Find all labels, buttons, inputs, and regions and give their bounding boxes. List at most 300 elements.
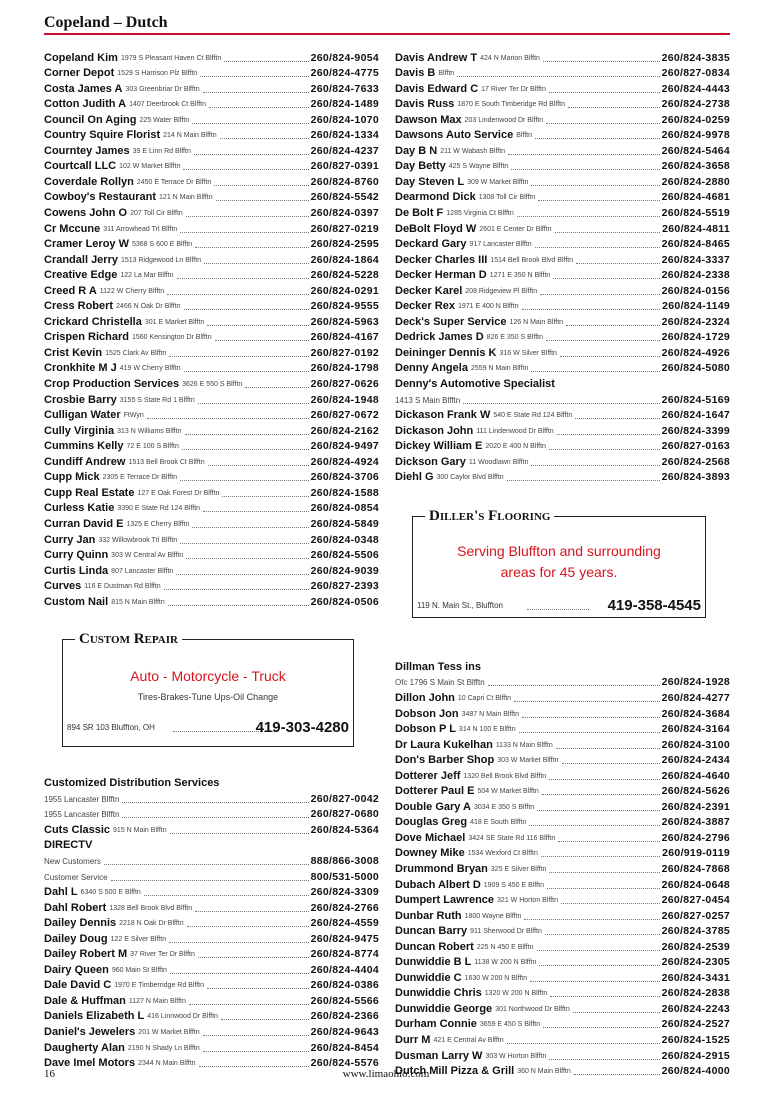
- dot-leader: [170, 833, 309, 834]
- listing-address: 3659 E 450 S Blfftn: [479, 1021, 541, 1029]
- listing-address: 3390 E State Rd 124 Blfftn: [117, 505, 201, 513]
- listing-phone: 260/824-2527: [661, 1018, 730, 1031]
- listing-name: Dove Michael: [395, 831, 466, 844]
- listing-address: 303 W Horton Blfftn: [485, 1052, 547, 1060]
- dot-leader: [549, 449, 660, 450]
- dot-leader: [547, 888, 660, 889]
- dot-leader: [185, 434, 309, 435]
- listing-entry: [44, 791, 379, 807]
- listing-entry: [44, 931, 379, 947]
- listing-phone: 260/824-3164: [661, 723, 730, 736]
- listing-address: 332 Willowbrook Trl Blfftn: [98, 536, 178, 544]
- listing-address: 1407 Deerbrook Ct Blfftn: [129, 101, 206, 109]
- listing-name: Durham Connie: [395, 1018, 477, 1031]
- listing-entry: [44, 978, 379, 994]
- listing-address: 911 Sherwood Dr Blfftn: [470, 928, 542, 936]
- dot-leader: [194, 154, 309, 155]
- listing-entry: [395, 159, 730, 175]
- listing-name: Duncan Barry: [395, 925, 468, 938]
- listing-entry: [395, 955, 730, 971]
- listing-phone: 260/824-4926: [661, 346, 730, 359]
- dot-leader: [546, 123, 659, 124]
- listing-name: Coverdale Rollyn: [44, 175, 134, 188]
- listing-name: Decker Rex: [395, 300, 455, 313]
- listing-name: Dawsons Auto Service: [395, 129, 514, 142]
- listing-name: 1413 S Main Blfftn: [395, 395, 461, 405]
- listing-address: 418 E South Blfftn: [470, 819, 527, 827]
- listing-name: Dobson Jon: [395, 707, 459, 720]
- listing-phone: 260/824-1928: [661, 676, 730, 689]
- listing-entry: [44, 423, 379, 439]
- left-column: [44, 50, 379, 1071]
- listing-entry: [395, 877, 730, 893]
- listing-phone: 260/827-0626: [310, 378, 379, 391]
- listing-entry: [44, 838, 379, 854]
- listing-entry: [395, 376, 730, 392]
- listing-entry: [395, 861, 730, 877]
- listing-phone: 260/824-9555: [310, 300, 379, 313]
- listing-entry: [395, 81, 730, 97]
- dot-leader: [187, 926, 309, 927]
- listing-name: Crosbie Barry: [44, 393, 117, 406]
- listing-entry: [44, 97, 379, 113]
- listing-entry: [44, 112, 379, 128]
- listing-name: Cotton Judith A: [44, 98, 127, 111]
- dot-leader: [184, 309, 309, 310]
- listing-entry: [44, 143, 379, 159]
- listing-entry: [395, 1001, 730, 1017]
- listing-phone: 260/824-0386: [310, 979, 379, 992]
- listing-address: 1513 Ridgewood Ln Blfftn: [120, 256, 202, 264]
- listing-phone: 260/824-4924: [310, 455, 379, 468]
- listing-name: Cramer Leroy W: [44, 238, 129, 251]
- listing-entry: [395, 815, 730, 831]
- listing-phone: 260/824-2162: [310, 424, 379, 437]
- page-number: 16: [44, 1068, 55, 1080]
- dot-leader: [209, 107, 309, 108]
- listing-name: Curran David E: [44, 517, 124, 530]
- header-rule: [44, 33, 730, 35]
- listing-phone: 260/824-8760: [310, 175, 379, 188]
- listing-address: 917 Lancaster Blfftn: [469, 241, 532, 249]
- listing-entry: [44, 563, 379, 579]
- dot-leader: [245, 387, 308, 388]
- listing-entry: [395, 1017, 730, 1033]
- listing-name: Dickason Frank W: [395, 409, 491, 422]
- listing-address: 5368 S 600 E Blfftn: [131, 241, 193, 249]
- listing-entry: [395, 314, 730, 330]
- listing-phone: 260/824-2243: [661, 1002, 730, 1015]
- listing-entry: [395, 768, 730, 784]
- listing-address: 807 Lancaster Blfftn: [111, 567, 174, 575]
- listing-entry: [44, 454, 379, 470]
- dot-leader: [540, 294, 659, 295]
- dot-leader: [488, 685, 660, 686]
- listing-phone: 260/824-8454: [310, 1041, 379, 1054]
- listing-address: 2559 N Main Blfftn: [470, 365, 529, 373]
- listing-phone: 260/824-2305: [661, 956, 730, 969]
- dot-leader: [208, 465, 309, 466]
- listing-address: 300 Caylor Blvd Blfftn: [436, 474, 504, 482]
- listing-name: Cummins Kelly: [44, 440, 124, 453]
- listing-address: 303 W Market Blfftn: [497, 757, 559, 765]
- listing-address: 1127 N Main Blfftn: [128, 997, 186, 1005]
- listing-name: Copeland Kim: [44, 51, 118, 64]
- listing-entry: [44, 174, 379, 190]
- listing-name: Dobson P L: [395, 723, 456, 736]
- listing-name: Dawson Max: [395, 113, 462, 126]
- listing-name: Denny Angela: [395, 362, 468, 375]
- listing-name: Dotterer Paul E: [395, 785, 475, 798]
- listing-phone: 260/827-0391: [310, 160, 379, 173]
- listing-address: 960 Main St Blfftn: [111, 966, 167, 974]
- listing-address: 10 Capri Ct Blfftn: [457, 694, 512, 702]
- dot-leader: [221, 1019, 309, 1020]
- listing-phone: 260/827-0454: [661, 894, 730, 907]
- listing-name: Davis B: [395, 67, 436, 80]
- listing-entry: [395, 221, 730, 237]
- dot-leader: [182, 449, 309, 450]
- listing-address: 1320 W 200 N Blfftn: [484, 990, 548, 998]
- listing-address: 1513 Bell Brook Ct Blfftn: [128, 458, 205, 466]
- listing-entry: [44, 50, 379, 66]
- listing-address: 424 N Marion Blfftn: [480, 54, 540, 62]
- listing-name: Dutch Mill Pizza & Grill: [395, 1065, 515, 1078]
- listing-phone: 260/824-5963: [310, 315, 379, 328]
- listing-entry: [395, 252, 730, 268]
- ad-headline-line2: areas for 45 years.: [500, 564, 618, 580]
- listing-address: 102 W Market Blfftn: [119, 163, 181, 171]
- listing-address: 1271 E 350 N Blfftn: [489, 272, 551, 280]
- listing-address: 301 Northwood Dr Blfftn: [495, 1005, 570, 1013]
- listing-entry: [395, 283, 730, 299]
- listing-phone: 260/827-0672: [310, 409, 379, 422]
- ad-title: Custom Repair: [75, 631, 182, 648]
- listing-phone: 260/824-5364: [310, 823, 379, 836]
- listing-phone: 260/824-4681: [661, 191, 730, 204]
- page-title: Copeland – Dutch: [44, 14, 168, 31]
- listing-entry: [395, 268, 730, 284]
- listing-phone: 260/827-0834: [661, 67, 730, 80]
- listing-phone: 260/824-1647: [661, 409, 730, 422]
- listing-address: 540 E State Rd 124 Blfftn: [493, 412, 573, 420]
- right-listing-group-2: [395, 659, 730, 1079]
- listing-entry: [44, 392, 379, 408]
- listing-entry: [44, 807, 379, 823]
- listing-phone: 260/824-0291: [310, 284, 379, 297]
- listing-name: DIRECTV: [44, 839, 93, 852]
- listing-name: Dunwiddie George: [395, 1002, 493, 1015]
- listing-name: Dahl L: [44, 886, 78, 899]
- listing-address: 1909 S 450 E Blfftn: [483, 881, 544, 889]
- listing-phone: 260/824-1525: [661, 1033, 730, 1046]
- dot-leader: [543, 61, 660, 62]
- dot-leader: [566, 325, 660, 326]
- listing-address: 1970 E Timberridge Rd Blfftn: [114, 982, 205, 990]
- dot-leader: [557, 434, 660, 435]
- listing-name: Cress Robert: [44, 300, 114, 313]
- listing-name: Decker Karel: [395, 284, 463, 297]
- listing-address: 316 W Silver Blfftn: [499, 349, 557, 357]
- listing-address: 207 Toll Cir Blfftn: [130, 210, 183, 218]
- listing-name: Davis Edward C: [395, 82, 479, 95]
- listing-entry: [395, 143, 730, 159]
- dot-leader: [519, 732, 660, 733]
- footer-url: www.limaohio.com: [342, 1068, 430, 1080]
- listing-address: 2190 N Shady Ln Blfftn: [127, 1044, 200, 1052]
- dot-leader: [164, 589, 309, 590]
- listing-name: Curless Katie: [44, 502, 115, 515]
- listing-address: 1285 Virginia Ct Blfftn: [446, 210, 514, 218]
- dot-leader: [568, 107, 660, 108]
- listing-address: 2601 E Center Dr Blfftn: [479, 225, 552, 233]
- dot-leader: [535, 138, 660, 139]
- dot-leader: [184, 371, 309, 372]
- listing-entry: [395, 1032, 730, 1048]
- dot-leader: [220, 138, 309, 139]
- listing-name: Dr Laura Kukelhan: [395, 738, 493, 751]
- listing-address: 1971 E 400 N Blfftn: [457, 303, 519, 311]
- listing-entry: [44, 962, 379, 978]
- dot-leader: [195, 911, 308, 912]
- listing-name: Crop Production Services: [44, 378, 180, 391]
- listing-phone: 260/824-1070: [310, 113, 379, 126]
- listing-name: Cowboy's Restaurant: [44, 191, 157, 204]
- listing-address: 3155 S State Rd 1 Blfftn: [119, 396, 195, 404]
- listing-entry: [395, 830, 730, 846]
- dot-leader: [224, 61, 308, 62]
- listing-entry: [44, 869, 379, 885]
- listing-entry: [44, 205, 379, 221]
- dot-leader: [576, 263, 659, 264]
- listing-address: 321 W Horton Blfftn: [497, 897, 558, 905]
- listing-name: Decker Herman D: [395, 269, 487, 282]
- listing-entry: [44, 516, 379, 532]
- listing-address: 225 N 450 E Blfftn: [476, 943, 534, 951]
- listing-entry: [395, 784, 730, 800]
- listing-phone: 260/824-3658: [661, 160, 730, 173]
- listing-phone: 260/824-5228: [310, 269, 379, 282]
- listing-entry: [395, 753, 730, 769]
- listing-phone: 260/824-9039: [310, 564, 379, 577]
- listing-name: Dumpert Lawrence: [395, 894, 495, 907]
- listing-entry: [395, 392, 730, 408]
- listing-phone: 260/824-4811: [662, 222, 730, 235]
- listing-phone: 260/824-5506: [310, 549, 379, 562]
- listing-name: Curry Jan: [44, 533, 96, 546]
- listing-name: 1955 Lancaster Blfftn: [44, 810, 120, 820]
- listing-address: 1560 Kensington Dr Blfftn: [131, 334, 212, 342]
- listing-entry: [395, 361, 730, 377]
- listing-name: Don's Barber Shop: [395, 754, 495, 767]
- listing-phone: 260/824-4237: [310, 144, 379, 157]
- listing-name: Crispen Richard: [44, 331, 129, 344]
- listing-name: Davis Andrew T: [395, 51, 478, 64]
- listing-entry: [44, 532, 379, 548]
- listing-address: 3424 SE State Rd 116 Blfftn: [468, 834, 556, 842]
- listing-entry: [44, 947, 379, 963]
- listing-name: Creed R A: [44, 284, 97, 297]
- listing-phone: 888/866-3008: [310, 854, 379, 867]
- listing-name: Crist Kevin: [44, 346, 103, 359]
- dot-leader: [167, 294, 308, 295]
- listing-name: Dave Imel Motors: [44, 1057, 136, 1070]
- listing-name: Duncan Robert: [395, 940, 474, 953]
- listing-phone: 260/824-9475: [310, 932, 379, 945]
- listing-phone: 260/824-3684: [661, 707, 730, 720]
- listing-phone: 260/824-7633: [310, 82, 379, 95]
- listing-entry: [44, 283, 379, 299]
- dot-leader: [198, 957, 309, 958]
- listing-name: Creative Edge: [44, 269, 118, 282]
- listing-address: 1133 N Main Blfftn: [495, 741, 553, 749]
- listing-entry: [44, 470, 379, 486]
- listing-address: 815 N Main Blfftn: [111, 598, 165, 606]
- listing-address: 309 W Market Blfftn: [467, 178, 529, 186]
- ad-phone: 419-358-4545: [607, 597, 701, 614]
- listing-name: Cowens John O: [44, 207, 128, 220]
- listing-phone: 260/824-3100: [661, 738, 730, 751]
- listing-entry: [44, 330, 379, 346]
- listing-name: Curves: [44, 580, 82, 593]
- listing-phone: 260/824-2915: [661, 1049, 730, 1062]
- listing-entry: [44, 900, 379, 916]
- dot-leader: [104, 864, 309, 865]
- dot-leader: [549, 1059, 659, 1060]
- listing-address: 2020 E 400 N Blfftn: [485, 443, 546, 451]
- listing-phone: 260/824-4775: [310, 67, 379, 80]
- dot-leader: [186, 558, 308, 559]
- listing-address: 425 S Wayne Blfftn: [448, 163, 509, 171]
- listing-phone: 800/531-5000: [310, 870, 379, 883]
- left-listing-group-2: [44, 776, 379, 1071]
- listing-name: Day B N: [395, 144, 438, 157]
- listing-phone: 260/824-2738: [661, 98, 730, 111]
- listing-phone: 260/824-1489: [310, 98, 379, 111]
- listing-phone: 260/827-0163: [661, 440, 730, 453]
- ad-address: 119 N. Main St., Bluffton: [417, 601, 503, 610]
- listing-entry: [395, 97, 730, 113]
- dot-leader: [195, 247, 308, 248]
- listing-phone: 260/824-5080: [661, 362, 730, 375]
- listing-address: 303 W Central Av Blfftn: [111, 552, 184, 560]
- listing-entry: [44, 439, 379, 455]
- listing-name: Costa James A: [44, 82, 123, 95]
- dot-leader: [215, 340, 309, 341]
- listing-address: 203 Lindenwood Dr Blfftn: [464, 116, 544, 124]
- listing-entry: [44, 408, 379, 424]
- listing-entry: [44, 993, 379, 1009]
- listing-entry: [44, 822, 379, 838]
- dot-leader: [561, 903, 660, 904]
- listing-address: 122 E Silver Blfftn: [110, 935, 167, 943]
- listing-phone: 260/824-0259: [661, 113, 730, 126]
- listing-phone: 260/824-2539: [661, 940, 730, 953]
- listing-phone: 260/824-3309: [310, 886, 379, 899]
- listing-phone: 260/824-0854: [310, 502, 379, 515]
- listing-name: Dickey William E: [395, 440, 483, 453]
- dot-leader: [573, 1012, 660, 1013]
- listing-name: Daugherty Alan: [44, 1041, 125, 1054]
- dot-leader: [537, 950, 660, 951]
- listing-address: 39 E Linn Rd Blfftn: [132, 147, 191, 155]
- listing-entry: [44, 594, 379, 610]
- dot-leader: [169, 356, 308, 357]
- dot-leader: [186, 216, 309, 217]
- listing-address: FtWyn: [123, 412, 144, 420]
- listing-name: Cuts Classic: [44, 823, 111, 836]
- listing-address: Blfftn: [516, 132, 533, 140]
- listing-phone: 260/824-1864: [310, 253, 379, 266]
- dot-leader: [535, 247, 660, 248]
- custom-repair-ad: [62, 631, 354, 747]
- dot-leader: [549, 779, 659, 780]
- listing-entry: [395, 970, 730, 986]
- dot-leader: [545, 934, 660, 935]
- listing-name: Customer Service: [44, 872, 108, 882]
- listing-phone: 260/824-9978: [661, 129, 730, 142]
- listing-phone: 260/824-4559: [310, 917, 379, 930]
- listing-name: Culligan Water: [44, 409, 121, 422]
- listing-name: Dairy Queen: [44, 963, 109, 976]
- listing-name: Deckard Gary: [395, 238, 467, 251]
- listing-entry: [395, 205, 730, 221]
- listing-name: Curry Quinn: [44, 549, 109, 562]
- listing-entry: [44, 221, 379, 237]
- dot-leader: [507, 1043, 660, 1044]
- dot-leader: [216, 200, 309, 201]
- listing-address: 37 River Ter Dr Blfftn: [130, 951, 195, 959]
- listing-name: Daniel's Jewelers: [44, 1025, 136, 1038]
- dot-leader: [575, 418, 659, 419]
- listing-address: 1514 Bell Brook Blvd Blfftn: [490, 256, 574, 264]
- listing-phone: 260/824-1588: [310, 486, 379, 499]
- listing-entry: [395, 423, 730, 439]
- listing-entry: [395, 66, 730, 82]
- listing-name: Dailey Robert M: [44, 948, 128, 961]
- listing-address: 3626 E 550 S Blfftn: [182, 381, 243, 389]
- listing-entry: [44, 1009, 379, 1025]
- dot-leader: [168, 605, 309, 606]
- listing-phone: 260/824-0348: [310, 533, 379, 546]
- listing-name: Dale David C: [44, 979, 112, 992]
- dot-leader: [144, 895, 309, 896]
- listing-phone: 260/827-0192: [310, 346, 379, 359]
- listing-address: 1630 W 200 N Blfftn: [464, 974, 528, 982]
- dot-leader: [207, 988, 309, 989]
- listing-address: 126 N Main Blfftn: [509, 318, 564, 326]
- listing-name: 1955 Lancaster Blfftn: [44, 794, 120, 804]
- listing-phone: 260/824-5849: [310, 517, 379, 530]
- listing-entry: [44, 237, 379, 253]
- listing-address: 3034 E 350 S Blfftn: [474, 803, 535, 811]
- dot-leader: [541, 856, 660, 857]
- listing-entry: [395, 706, 730, 722]
- ad-dot-leader: [527, 609, 589, 610]
- listing-phone: 260/824-9054: [310, 51, 379, 64]
- listing-phone: 260/824-0506: [310, 595, 379, 608]
- listing-entry: [395, 986, 730, 1002]
- dot-leader: [531, 465, 659, 466]
- listing-name: Dickson Gary: [395, 455, 466, 468]
- listing-phone: 260/824-1948: [310, 393, 379, 406]
- listing-phone: 260/824-5542: [310, 191, 379, 204]
- listing-name: DeBolt Floyd W: [395, 222, 477, 235]
- listing-address: 1138 W 200 N Blfftn: [474, 959, 537, 967]
- listing-phone: 260/824-9497: [310, 440, 379, 453]
- listing-name: Crandall Jerry: [44, 253, 118, 266]
- dot-leader: [203, 1051, 309, 1052]
